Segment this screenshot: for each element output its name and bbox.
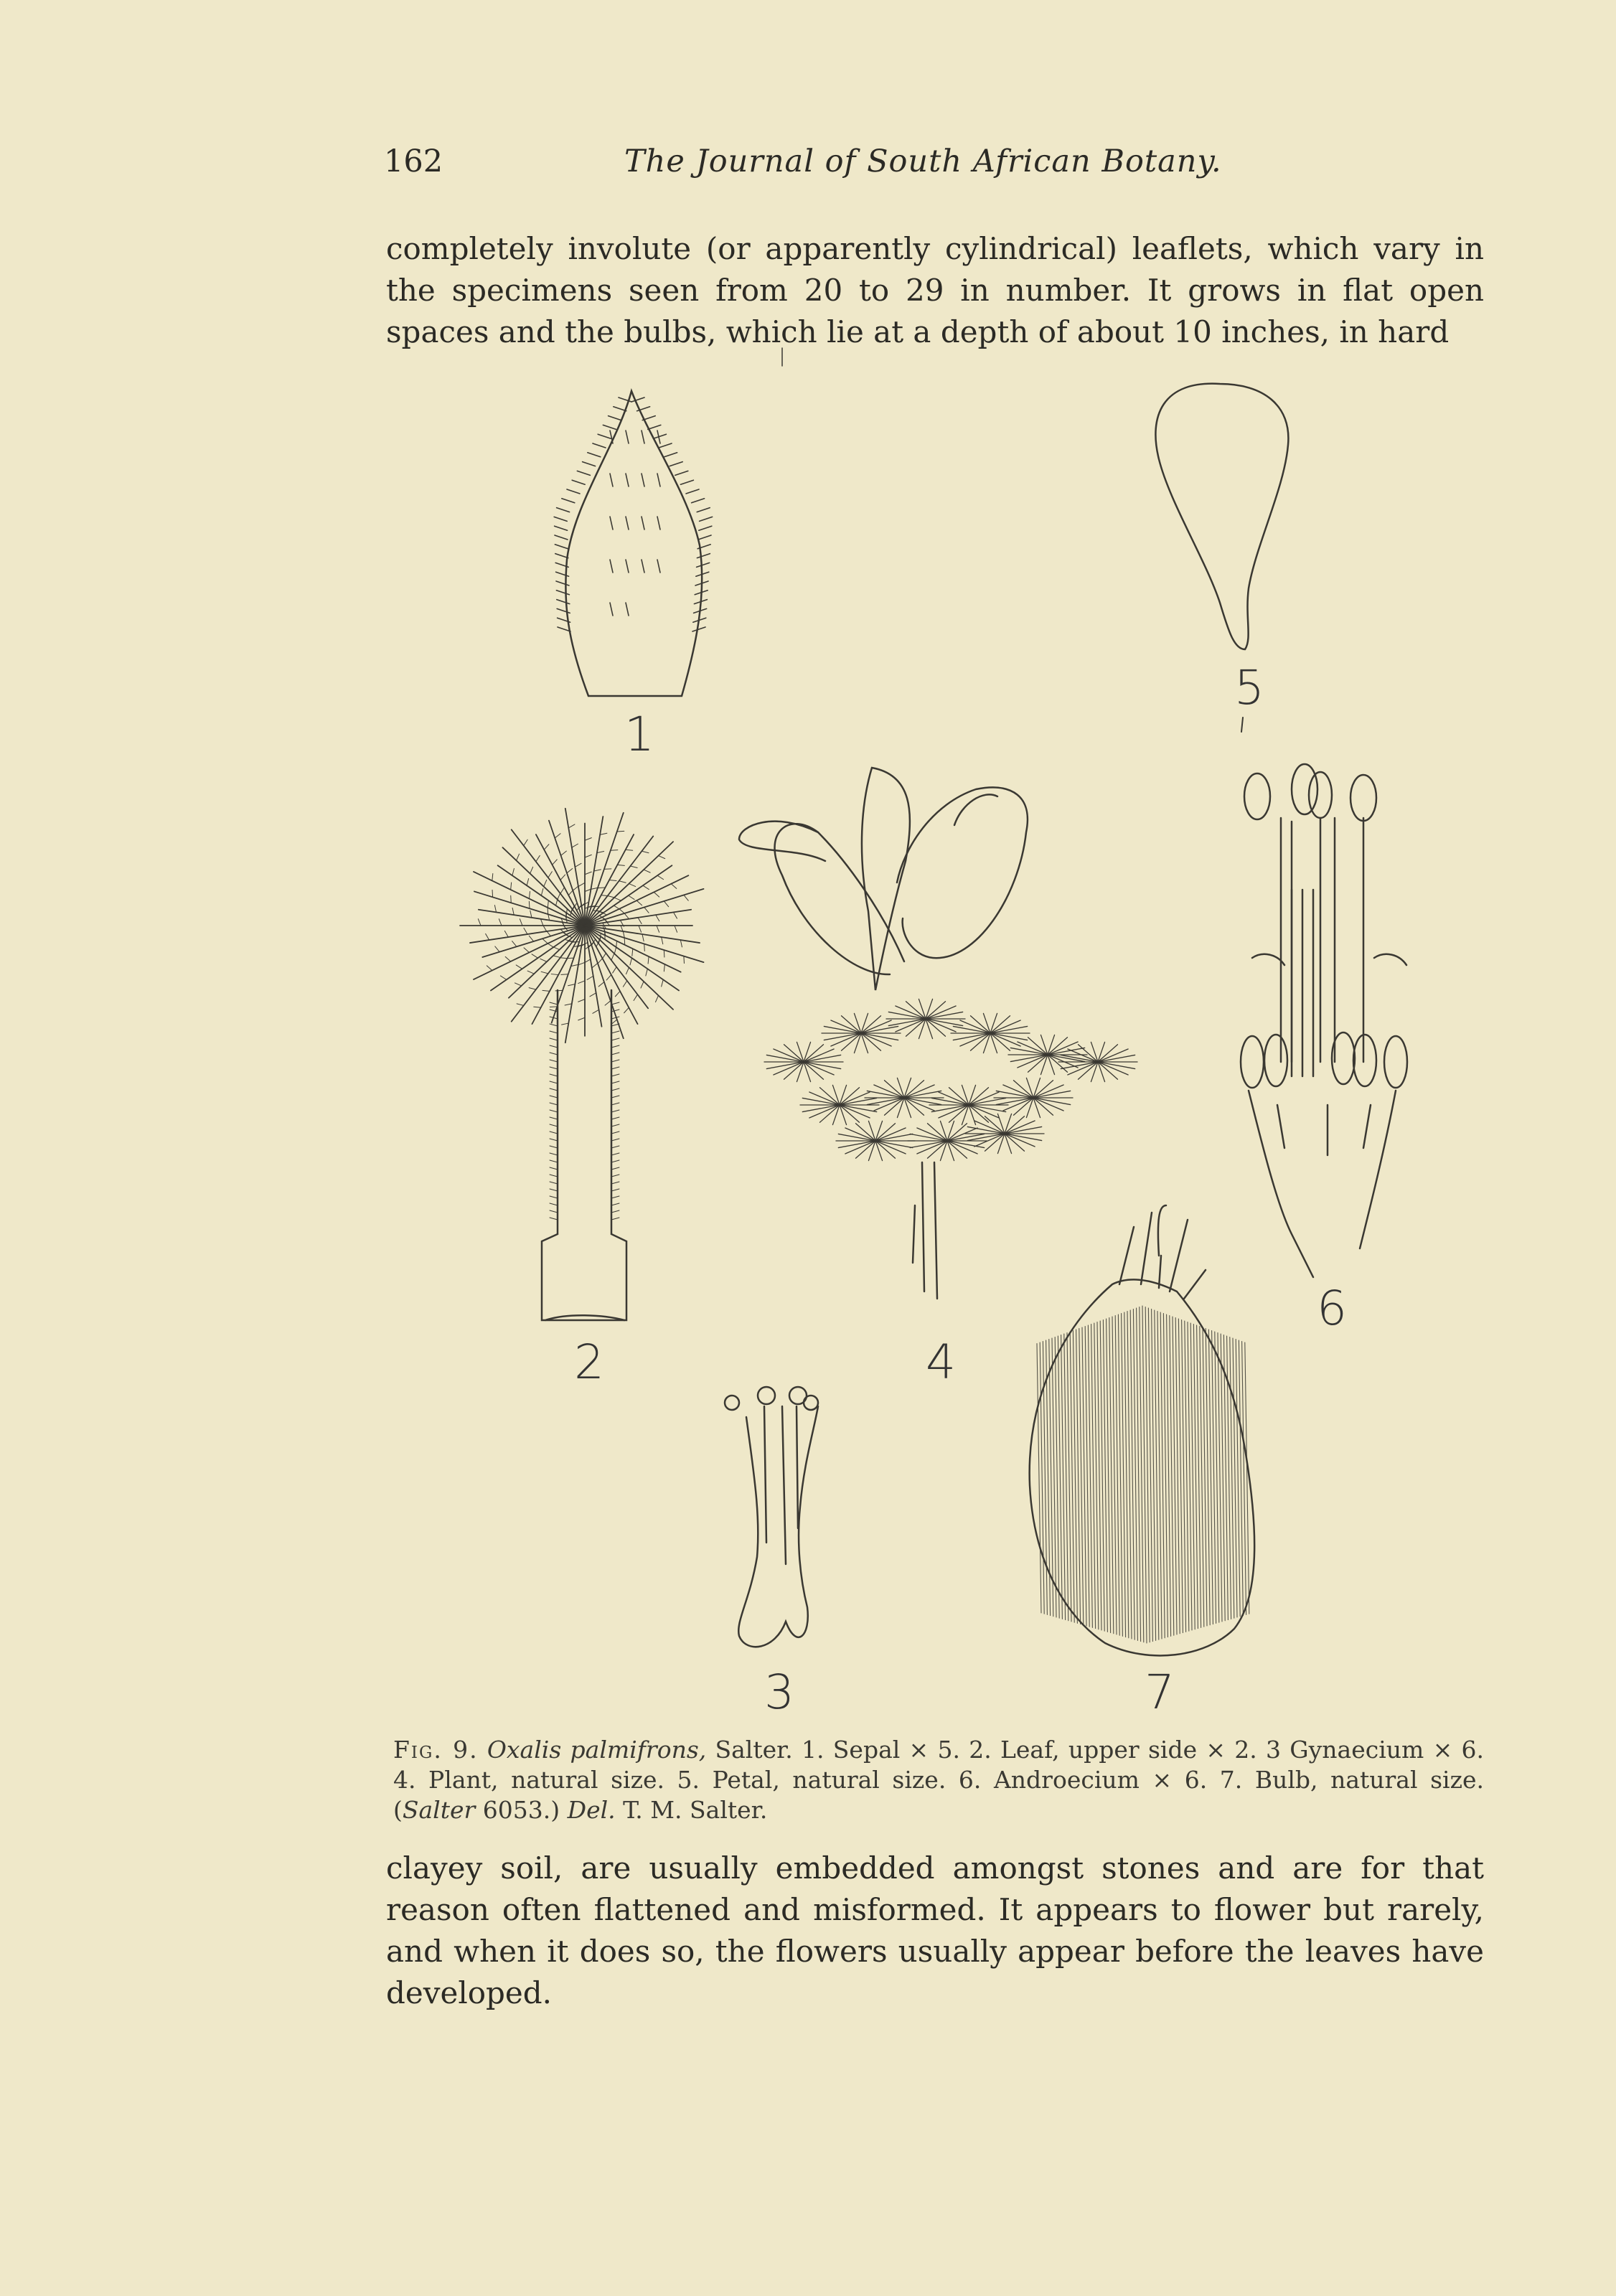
figure-label-3: 3 <box>764 1665 794 1720</box>
caption-collector: Salter <box>402 1796 476 1824</box>
figure-label-1: 1 <box>624 707 654 762</box>
caption-artist: T. M. Salter. <box>615 1796 768 1824</box>
figure-label-4: 4 <box>926 1335 956 1390</box>
caption-species-name: Oxalis palmifrons, <box>487 1736 707 1764</box>
body-text-top: completely involute (or apparently cylindrical) leaflets, which vary in the specimens seen from 20 to 29 in number. It grows in flat open spaces and the bulbs, which lie at a depth of about 10 inches, in hard <box>386 231 1484 349</box>
caption-del: Del. <box>567 1796 616 1824</box>
sepal-drawing <box>554 391 712 696</box>
bulb-drawing <box>1030 1205 1255 1655</box>
caption-text: Salter. 1. Sepal × 5. 2. Leaf, upper side × 2. 3 Gynaecium × 6. 4. Plant, natural size. 5. Petal, natural size. 6. Androecium × 6. 7. Bulb, natural size. ( <box>393 1736 1484 1824</box>
figure-label-6: 6 <box>1317 1281 1347 1336</box>
caption-figure-label: Fig. 9. <box>393 1736 479 1764</box>
plant-drawing <box>739 768 1137 1299</box>
journal-title: The Journal of South African Botany. <box>624 144 1222 179</box>
body-text-bottom: clayey soil, are usually embedded amongst stones and are for that reason often flattened and misformed. It appears to flower but rarely, and when it does so, the flowers usually appear before the leaves have developed. <box>386 1850 1484 2010</box>
figure-label-7: 7 <box>1145 1665 1175 1720</box>
figure-label-5: 5 <box>1234 660 1264 715</box>
body-paragraph-bottom <box>386 1848 1484 2014</box>
androecium-drawing <box>1241 764 1407 1277</box>
caption-collection-number: 6053.) <box>475 1796 568 1824</box>
figure-label-2: 2 <box>574 1335 604 1390</box>
leaf-drawing <box>460 809 703 1320</box>
page-number: 162 <box>384 144 443 179</box>
petal-drawing <box>1155 384 1288 649</box>
figure-caption <box>393 1735 1484 1825</box>
gynaecium-drawing <box>725 1387 818 1647</box>
